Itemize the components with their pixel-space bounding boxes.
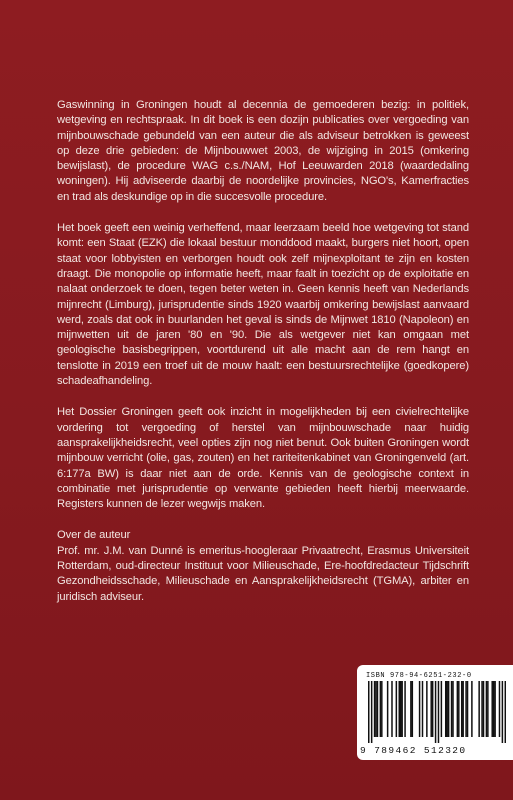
barcode-bar [502,681,504,743]
barcode-bar [422,681,424,737]
barcode-bar [404,681,406,737]
barcode-bar [381,681,383,737]
barcode-bar [435,681,437,743]
barcode-bar [368,681,370,743]
barcode-bar [412,681,414,737]
barcode-bar [387,681,389,737]
barcode-bar [465,681,467,737]
barcode-bar [441,681,443,737]
barcode-bar [401,681,403,737]
barcode-bar [377,681,379,737]
barcode-bar [445,681,447,737]
barcode-bar [467,681,469,737]
barcode-bar [396,681,398,737]
isbn-label: ISBN 978-94-6251-232-0 [366,672,472,680]
barcode-bar [491,681,493,737]
blurb-paragraph-1-body: houdt al decennia de gemoederen bezig: in politiek, wetgeving en rechtspraak. In dit boek is een dozijn publicaties over vergoeding van mijnbouwschade gebundeld van een auteur die als adviseur betrokken is geweest op deze drie gebieden: de Mijnbouwwet 2003, de wijziging in 2015 (omkering bewijslast), de procedure WAG c.s./NAM, Hof Leeuwarden 2018 (waardedaling woningen). Hij adviseerde daarbij de noordelijke provincies, NGO's, Kamerfracties en trad als deskundige op in die succesvolle procedure. [57,99,469,203]
barcode-bar [419,681,421,737]
barcode-bar [499,681,501,737]
blurb-text-block [57,98,469,605]
barcode-bar [399,681,401,737]
barcode-bar [430,681,432,737]
barcode-bar [461,681,463,737]
barcode-bar [371,681,373,743]
barcode-bar [375,681,377,737]
barcode-bar [486,681,488,737]
blurb-paragraph-3: Het Dossier Groningen geeft ook inzicht in mogelijkheden bij een civielrechtelijke vordering tot vergoeding of herstel van mijnbouwschade naar huidig aansprakelijkheidsrecht, veel opties zijn nog niet benut. Ook buiten Groningen wordt mijnbouw verricht (olie, gas, zouten) en het rariteitenkabinet van Groningenveld (art. 6:177a BW) is daar niet aan de orde. Kennis van de geologische context in combinatie met jurisprudentie op verwante gebieden heeft hierbij meerwaarde. Registers kunnen de lezer wegwijs maken. [57,406,469,511]
barcode-bar [448,681,450,737]
blurb-lead-title: Gaswinning in Groningen [57,99,188,111]
barcode-bar [391,681,393,737]
barcode-bar [410,681,412,737]
barcode-bar [478,681,480,737]
barcode-bar [471,681,473,737]
barcode-bar [505,681,506,743]
barcode-bar [483,681,485,737]
blurb-paragraph-2: Het boek geeft een weinig verheffend, maar leerzaam beeld hoe wetgeving tot stand komt: een Staat (EZK) die lokaal bestuur monddood maakt, burgers niet hoort, open staat voor lobbyisten en verborgen houdt ook zelf mijnexploitant te zijn en kosten draagt. Die monopolie op informatie heeft, maar faalt in toezicht op de exploitatie en nalaat onderzoek te doen, tegen beter weten in. Geen kennis heeft van Nederlands mijnrecht (Limburg), jurisprudentie sinds 1920 waarbij omkering bewijslast aanvaard werd, zoals dat ook in buurlanden het geval is sinds de Mijnwet 1810 (Napoleon) en mijnwetten uit de jaren '80 en '90. Die als wetgever niet kan omgaan met geologische basisbegrippen, voortdurend uit alle macht aan de rem hangt en tenslotte in 2019 een troef uit de mouw haalt: een bestuursrechtelijke (goedkopere) schadeafhandeling. [57,222,469,388]
author-heading: Over de auteur [57,529,131,542]
author-bio: Prof. mr. J.M. van Dunné is emeritus-hoogleraar Privaatrecht, Erasmus Universiteit Rotterdam, oud-directeur Instituut voor Milieuschade, Ere-hoofdredacteur Tijdschrift Gezondheidsschade, Milieuschade en Aansprakelijkheidsrecht (TGMA), arbiter en juridisch adviseur. [57,544,469,603]
barcode-icon [368,681,506,743]
barcode-bar [400,681,402,737]
barcode-bar [426,681,428,737]
barcode-bar [446,681,448,737]
barcode-bar [457,681,459,737]
barcode-bar [374,681,376,737]
barcode-bar [452,681,454,737]
barcode-bar [438,681,440,743]
barcode-bar [380,681,382,737]
barcode-bar [451,681,453,737]
barcode-bar [494,681,496,737]
barcode-bar [493,681,495,737]
barcode-number: 9 789462 512320 [360,745,467,756]
barcode-bar [462,681,464,737]
barcode-bar [481,681,483,737]
barcode-bar [487,681,489,737]
barcode-bar [458,681,460,737]
barcode-bar [432,681,434,737]
blurb-paragraph-1 [57,98,469,205]
